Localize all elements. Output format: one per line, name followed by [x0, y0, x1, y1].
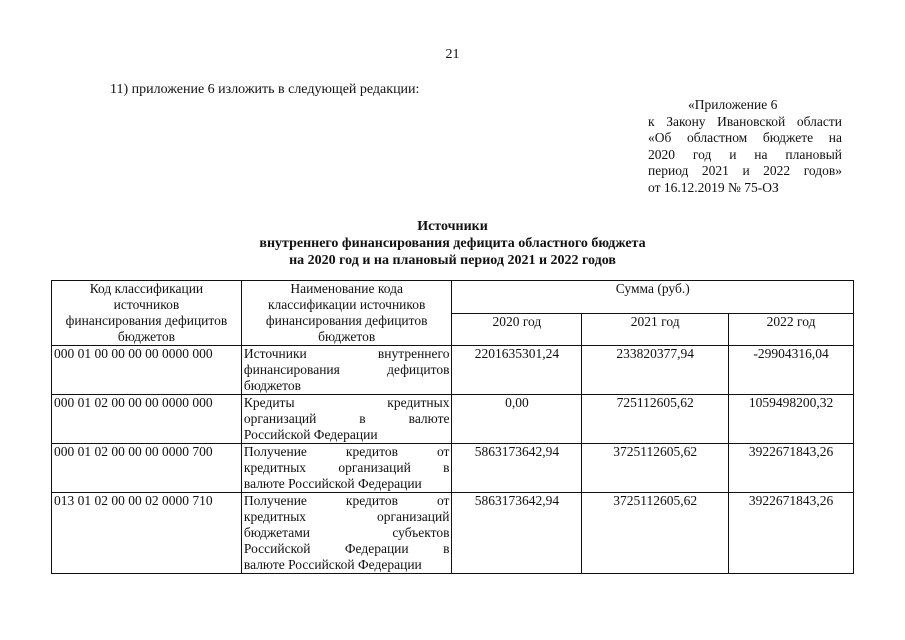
table-row — [52, 493, 854, 574]
page-number: 21 — [445, 47, 460, 62]
row-code: 000 01 02 00 00 00 0000 700 — [52, 444, 242, 493]
row-value-2022: 1059498200,32 — [729, 395, 854, 444]
row-value-2020: 5863173642,94 — [452, 444, 582, 493]
row-value-2020: 5863173642,94 — [452, 493, 582, 574]
row-value-2021: 725112605,62 — [582, 395, 729, 444]
row-value-2020: 0,00 — [452, 395, 582, 444]
table-title-line-3: на 2020 год и на плановый период 2021 и 2022 годов — [289, 253, 616, 268]
row-value-2021: 3725112605,62 — [582, 493, 729, 574]
row-name: Кредиты кредитных организаций в валюте Российской Федерации — [241, 395, 452, 444]
row-value-2020: 2201635301,24 — [452, 346, 582, 395]
row-name: Получение кредитов от кредитных организаций в валюте Российской Федерации — [241, 444, 452, 493]
column-header-sum: Сумма (руб.) — [452, 281, 854, 314]
row-value-2021: 233820377,94 — [582, 346, 729, 395]
table-title: Источники — [417, 219, 488, 234]
row-value-2022: 3922671843,26 — [729, 493, 854, 574]
column-header-2020: 2020 год — [452, 313, 582, 346]
row-name: Источники внутреннего финансирования дефицитов бюджетов — [241, 346, 452, 395]
table-header-row — [52, 281, 854, 314]
row-value-2021: 3725112605,62 — [582, 444, 729, 493]
column-header-2022: 2022 год — [729, 313, 854, 346]
appendix-line: от 16.12.2019 № 75-ОЗ — [648, 179, 779, 195]
table-row — [52, 395, 854, 444]
table-row — [52, 444, 854, 493]
appendix-line: к Закону Ивановской области — [648, 113, 842, 129]
appendix-line: «Приложение 6 — [688, 97, 778, 112]
column-header-code: Код классификации источников финансирования дефицитов бюджетов — [52, 281, 242, 346]
row-value-2022: 3922671843,26 — [729, 444, 854, 493]
column-header-2021: 2021 год — [582, 313, 729, 346]
column-header-name: Наименование кода классификации источников финансирования дефицитов бюджетов — [241, 281, 452, 346]
row-name: Получение кредитов от кредитных организаций бюджетами субъектов Российской Федерации в валюте Российской Федерации — [241, 493, 452, 574]
row-value-2022: -29904316,04 — [729, 346, 854, 395]
appendix-reference — [648, 97, 842, 196]
table-title-line-2: внутреннего финансирования дефицита областного бюджета — [259, 236, 646, 251]
row-code: 013 01 02 00 00 02 0000 710 — [52, 493, 242, 574]
financing-sources-table — [51, 280, 854, 574]
table-row — [52, 346, 854, 395]
appendix-line: «Об областном бюджете на — [648, 130, 842, 145]
amendment-instruction: 11) приложение 6 изложить в следующей редакции: — [110, 82, 420, 97]
row-code: 000 01 02 00 00 00 0000 000 — [52, 395, 242, 444]
row-code: 000 01 00 00 00 00 0000 000 — [52, 346, 242, 395]
appendix-line: период 2021 и 2022 годов» — [648, 163, 842, 178]
appendix-line: 2020 год и на плановый — [648, 146, 842, 162]
